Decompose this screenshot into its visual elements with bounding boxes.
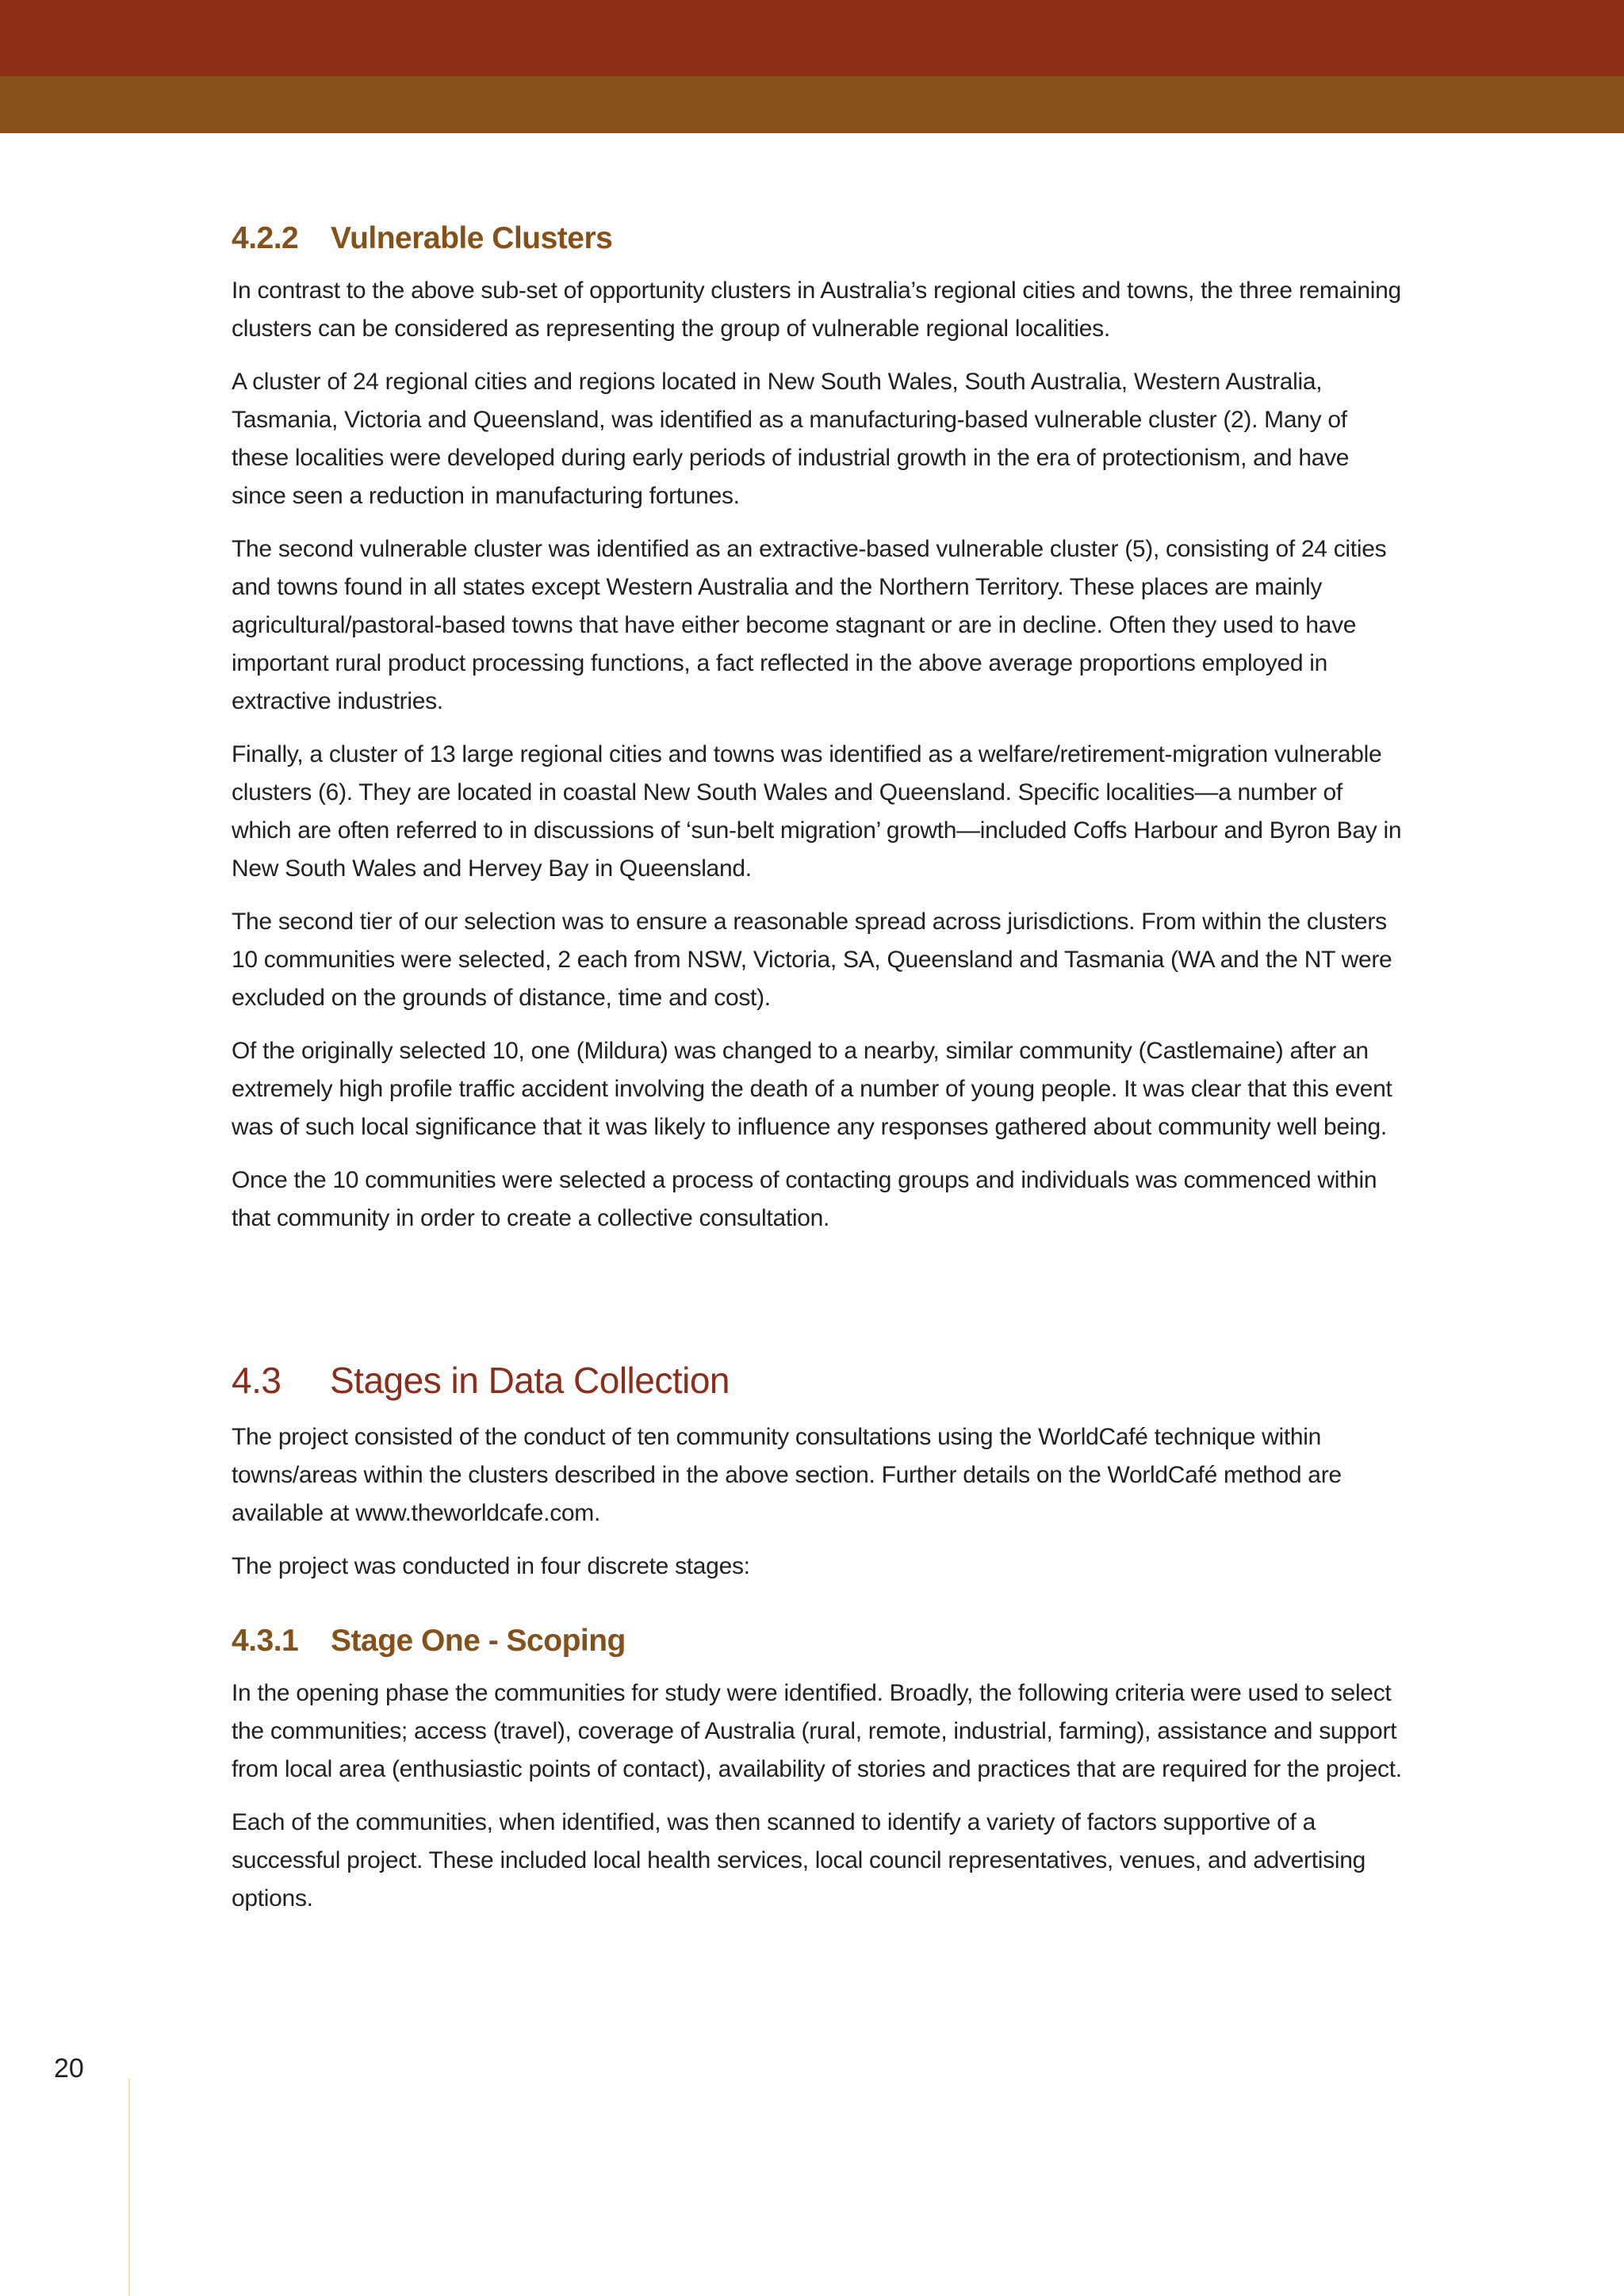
- paragraph: Once the 10 communities were selected a process of contacting groups and individuals was commenced within that community in order to create a collective consultation.: [232, 1166, 1377, 1231]
- heading-number: 4.2.2: [232, 221, 299, 255]
- section-spacer: [232, 1253, 1405, 1359]
- paragraph: Finally, a cluster of 13 large regional cities and towns was identified as a welfare/retirement-migration vulnerable clusters (6). They are located in coastal New South Wales and Queensland. Specific localities—a number of which are often referred to in discussions of ‘sun-belt migration’ growth—included Coffs Harbour and Byron Bay in New South Wales and Hervey Bay in Queensland.: [232, 740, 1402, 882]
- subsection-spacer: [232, 1601, 1405, 1623]
- heading-4-2-2: [232, 220, 1405, 258]
- paragraph: Each of the communities, when identified, was then scanned to identify a variety of factors supportive of a successful project. These included local health services, local council representatives, venues, and advertising options.: [232, 1808, 1365, 1911]
- paragraph: The second tier of our selection was to ensure a reasonable spread across jurisdictions. From within the clusters 10 communities were selected, 2 each from NSW, Victoria, SA, Queensland and Tasmania (WA and the NT were excluded on the grounds of distance, time and cost).: [232, 908, 1392, 1011]
- heading-number: 4.3: [232, 1359, 282, 1401]
- heading-4-3-1: [232, 1623, 1405, 1660]
- margin-rule: [128, 2079, 130, 2296]
- page-content: [232, 220, 1405, 1933]
- paragraph: The second vulnerable cluster was identified as an extractive-based vulnerable cluster (5), consisting of 24 cities and towns found in all states except Western Australia and the Northern Territory. These places are mainly agricultural/pastoral-based towns that have either become stagnant or are in decline. Often they used to have important rural product processing functions, a fact reflected in the above average proportions employed in extractive industries.: [232, 535, 1387, 714]
- heading-number: 4.3.1: [232, 1623, 299, 1658]
- paragraph: In contrast to the above sub-set of opportunity clusters in Australia’s regional cities and towns, the three remaining clusters can be considered as representing the group of vulnerable regional localities.: [232, 277, 1401, 342]
- heading-4-3: [232, 1359, 1405, 1402]
- paragraph: A cluster of 24 regional cities and regions located in New South Wales, South Australia, Western Australia, Tasmania, Victoria and Queensland, was identified as a manufacturing-based vulnerable cluster (2). Many of these localities were developed during early periods of industrial growth in the era of protectionism, and have since seen a reduction in manufacturing fortunes.: [232, 368, 1350, 509]
- paragraph: In the opening phase the communities for study were identified. Broadly, the following criteria were used to select the communities; access (travel), coverage of Australia (rural, remote, industrial, farming), assistance and support from local area (enthusiastic points of contact), availability of stories and practices that are required for the project.: [232, 1679, 1402, 1782]
- header-band-top: [0, 0, 1624, 76]
- heading-title: Vulnerable Clusters: [331, 221, 613, 255]
- paragraph: The project was conducted in four discrete stages:: [232, 1552, 750, 1579]
- paragraph: Of the originally selected 10, one (Mildura) was changed to a nearby, similar community (Castlemaine) after an extremely high profile traffic accident involving the death of a number of young people. It was clear that this event was of such local significance that it was likely to influence any responses gathered about community well being.: [232, 1037, 1392, 1140]
- header-band-bottom: [0, 76, 1624, 133]
- heading-title: Stages in Data Collection: [330, 1359, 730, 1401]
- heading-title: Stage One - Scoping: [331, 1623, 626, 1658]
- page-number: 20: [54, 2053, 84, 2084]
- paragraph: The project consisted of the conduct of ten community consultations using the WorldCafé technique within towns/areas within the clusters described in the above section. Further details on the WorldCafé method are available at www.theworldcafe.com.: [232, 1423, 1342, 1526]
